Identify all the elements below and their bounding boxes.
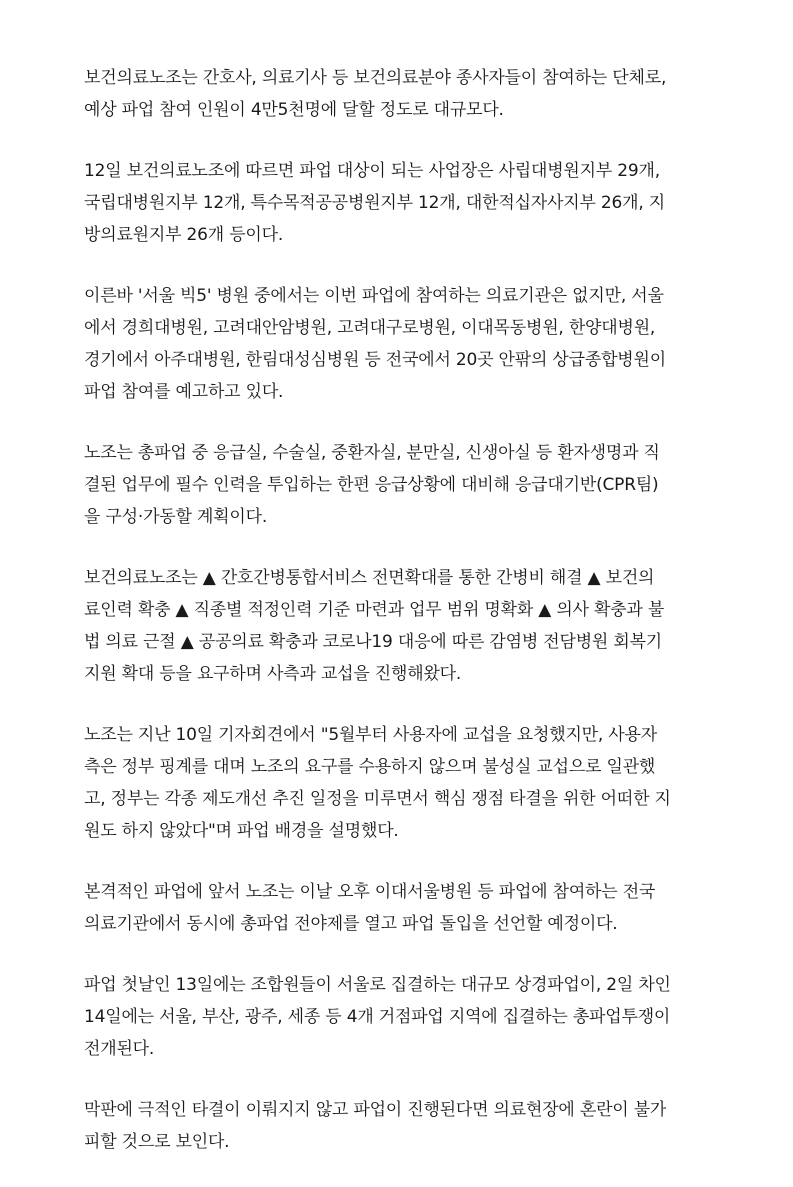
paragraph-4 bbox=[84, 437, 724, 533]
paragraph-8 bbox=[84, 969, 724, 1065]
paragraph-2 bbox=[84, 155, 724, 251]
paragraph-line: 보건의료노조는 ▲ 간호간병통합서비스 전면확대를 통한 간병비 해결 ▲ 보건의 bbox=[84, 568, 655, 588]
paragraph-line: 본격적인 파업에 앞서 노조는 이날 오후 이대서울병원 등 파업에 참여하는 전국 bbox=[84, 882, 656, 902]
article-body bbox=[84, 62, 724, 1187]
paragraph-line: 전개된다. bbox=[84, 1039, 155, 1059]
paragraph-line: 경기에서 아주대병원, 한림대성심병원 등 전국에서 20곳 안팎의 상급종합병원이 bbox=[84, 350, 666, 370]
paragraph-line: 법 의료 근절 ▲ 공공의료 확충과 코로나19 대응에 따른 감염병 전담병원 회복기 bbox=[84, 632, 663, 652]
paragraph-line: 지원 확대 등을 요구하며 사측과 교섭을 진행해왔다. bbox=[84, 664, 462, 684]
paragraph-1 bbox=[84, 62, 724, 126]
paragraph-line: 막판에 극적인 타결이 이뤄지지 않고 파업이 진행된다면 의료현장에 혼란이 불가 bbox=[84, 1100, 667, 1120]
paragraph-line: 보건의료노조는 간호사, 의료기사 등 보건의료분야 종사자들이 참여하는 단체로, bbox=[84, 68, 667, 88]
paragraph-line: 방의료원지부 26개 등이다. bbox=[84, 225, 284, 245]
paragraph-line: 고, 정부는 각종 제도개선 추진 일정을 미루면서 핵심 쟁점 타결을 위한 어떠한 지 bbox=[84, 789, 671, 809]
paragraph-line: 에서 경희대병원, 고려대안암병원, 고려대구로병원, 이대목동병원, 한양대병원, bbox=[84, 318, 656, 338]
paragraph-line: 노조는 지난 10일 기자회견에서 "5월부터 사용자에 교섭을 요청했지만, 사용자 bbox=[84, 725, 657, 745]
paragraph-line: 노조는 총파업 중 응급실, 수술실, 중환자실, 분만실, 신생아실 등 환자생명과 직 bbox=[84, 443, 660, 463]
paragraph-line: 파업 첫날인 13일에는 조합원들이 서울로 집결하는 대규모 상경파업이, 2일 차인 bbox=[84, 975, 671, 995]
paragraph-line: 12일 보건의료노조에 따르면 파업 대상이 되는 사업장은 사립대병원지부 29개, bbox=[84, 161, 660, 181]
paragraph-line: 을 구성·가동할 계획이다. bbox=[84, 507, 268, 527]
paragraph-line: 이른바 '서울 빅5' 병원 중에서는 이번 파업에 참여하는 의료기관은 없지만, 서울 bbox=[84, 286, 664, 306]
paragraph-line: 파업 참여를 예고하고 있다. bbox=[84, 382, 284, 402]
paragraph-line: 예상 파업 참여 인원이 4만5천명에 달할 정도로 대규모다. bbox=[84, 100, 504, 120]
paragraph-5 bbox=[84, 562, 724, 690]
paragraph-line: 료인력 확충 ▲ 직종별 적정인력 기준 마련과 업무 범위 명확화 ▲ 의사 확충과 불 bbox=[84, 600, 665, 620]
paragraph-6 bbox=[84, 719, 724, 847]
paragraph-line: 의료기관에서 동시에 총파업 전야제를 열고 파업 돌입을 선언할 예정이다. bbox=[84, 914, 618, 934]
paragraph-line: 국립대병원지부 12개, 특수목적공공병원지부 12개, 대한적십자사지부 26개, 지 bbox=[84, 193, 665, 213]
paragraph-line: 14일에는 서울, 부산, 광주, 세종 등 4개 거점파업 지역에 집결하는 총파업투쟁이 bbox=[84, 1007, 671, 1027]
paragraph-9 bbox=[84, 1094, 724, 1158]
paragraph-7 bbox=[84, 876, 724, 940]
paragraph-3 bbox=[84, 280, 724, 408]
paragraph-line: 피할 것으로 보인다. bbox=[84, 1132, 230, 1152]
paragraph-line: 원도 하지 않았다"며 파업 배경을 설명했다. bbox=[84, 821, 399, 841]
paragraph-line: 결된 업무에 필수 인력을 투입하는 한편 응급상황에 대비해 응급대기반(CPR팀) bbox=[84, 475, 659, 495]
paragraph-line: 측은 정부 핑계를 대며 노조의 요구를 수용하지 않으며 불성실 교섭으로 일관했 bbox=[84, 757, 656, 777]
